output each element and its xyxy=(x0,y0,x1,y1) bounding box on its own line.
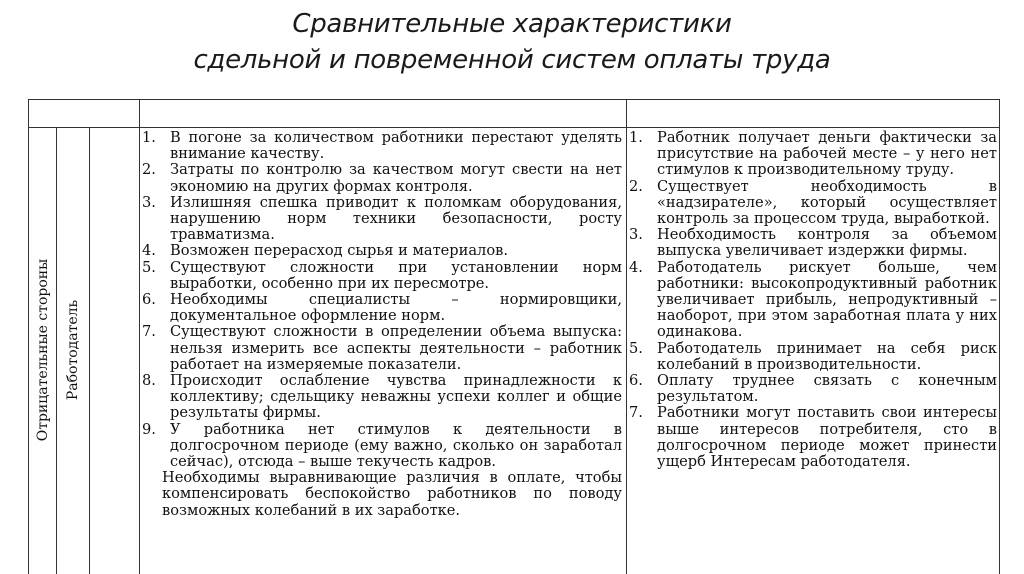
row-label-employer: Работодатель xyxy=(65,299,81,401)
piecework-item-text: Возможен перерасход сырья и материалов. xyxy=(170,242,508,260)
timebased-item xyxy=(629,179,997,228)
piecework-item-number: 1. xyxy=(142,129,156,146)
title-line-1: Сравнительные характеристики xyxy=(292,9,732,39)
timebased-item xyxy=(629,405,997,470)
timebased-item xyxy=(629,341,997,373)
page-title xyxy=(0,6,1024,78)
piecework-item-number: 3. xyxy=(142,193,156,211)
piecework-item xyxy=(142,130,622,162)
column-divider-4 xyxy=(626,100,627,574)
column-divider-1 xyxy=(56,127,57,574)
timebased-item-number: 2. xyxy=(629,177,643,195)
row-label-negative-sides: Отрицательные стороны xyxy=(35,258,51,442)
piecework-item-number: 8. xyxy=(142,372,156,390)
timebased-item-text: Работодатель рискует больше, чем работники: высокопродуктивный работник увеличивает прибыль, непродуктивный – наоборот, при этом заработная плата у них одинакова. xyxy=(657,258,997,341)
piecework-item xyxy=(142,292,622,324)
timebased-column xyxy=(629,130,997,470)
timebased-item-number: 1. xyxy=(629,129,643,146)
piecework-item xyxy=(142,373,622,422)
piecework-column xyxy=(142,130,622,519)
timebased-item-text: Оплату труднее связать с конечным результатом. xyxy=(657,372,997,406)
timebased-item-text: Работник получает деньги фактически за присутствие на рабочей месте – у него нет стимулов к производительному труду. xyxy=(657,129,997,179)
comparison-table xyxy=(28,99,1000,574)
timebased-item-text: Необходимость контроля за объемом выпуска увеличивает издержки фирмы. xyxy=(657,226,997,260)
piecework-item-number: 7. xyxy=(142,323,156,341)
piecework-item-text: Существуют сложности при установлении норм выработки, особенно при их пересмотре. xyxy=(170,258,622,292)
piecework-item xyxy=(142,162,622,194)
piecework-item-text: У работника нет стимулов к деятельности в долгосрочном периоде (ему важно, сколько он заработал сейчас), отсюда – выше текучесть кадров. xyxy=(170,420,622,471)
header-divider xyxy=(29,127,999,128)
piecework-item-text: Происходит ослабление чувства принадлежности к коллективу; сдельщику неважны успехи коллег и общие результаты фирмы. xyxy=(170,372,622,422)
timebased-item xyxy=(629,373,997,405)
column-divider-3 xyxy=(139,100,140,574)
piecework-note: Необходимы выравнивающие различия в оплате, чтобы компенсировать беспокойство работников по поводу возможных колебаний в их заработке. xyxy=(162,469,622,519)
column-divider-2 xyxy=(89,127,90,574)
timebased-item-text: Работодатель принимает на себя риск колебаний в производительности. xyxy=(657,339,997,373)
timebased-item xyxy=(629,260,997,341)
title-line-2: сдельной и повременной систем оплаты труда xyxy=(193,45,831,75)
timebased-item-number: 7. xyxy=(629,404,643,422)
piecework-item-number: 5. xyxy=(142,258,156,276)
piecework-item xyxy=(142,195,622,244)
piecework-item-text: Затраты по контролю за качеством могут свести на нет экономию на других формах контроля. xyxy=(170,161,622,195)
piecework-item-text: В погоне за количеством работники перестают уделять внимание качеству. xyxy=(170,129,622,163)
timebased-item xyxy=(629,130,997,179)
timebased-item-number: 5. xyxy=(629,339,643,357)
timebased-item-text: Работники могут поставить свои интересы выше интересов потребителя, сто в долгосрочном периоде может принести ущерб Интересам работодателя. xyxy=(657,404,997,471)
timebased-item-number: 6. xyxy=(629,372,643,390)
piecework-item-number: 6. xyxy=(142,291,156,309)
piecework-item xyxy=(142,422,622,471)
timebased-item-text: Существует необходимость в «надзирателе», который осуществляет контроль за процессом труда, выработкой. xyxy=(657,177,997,228)
piecework-item xyxy=(142,324,622,373)
piecework-item-number: 4. xyxy=(142,242,156,260)
piecework-item xyxy=(142,260,622,292)
piecework-item-text: Необходимы специалисты – нормировщики, документальное оформление норм. xyxy=(170,291,622,325)
piecework-item-text: Существуют сложности в определении объема выпуска: нельзя измерить все аспекты деятельности – работник работает на измеряемые показатели. xyxy=(170,323,622,373)
piecework-item-number: 2. xyxy=(142,161,156,179)
timebased-item xyxy=(629,227,997,259)
piecework-item-number: 9. xyxy=(142,420,156,438)
piecework-item xyxy=(142,243,622,259)
timebased-item-number: 4. xyxy=(629,258,643,276)
timebased-item-number: 3. xyxy=(629,226,643,244)
piecework-item-text: Излишняя спешка приводит к поломкам оборудования, нарушению норм техники безопасности, росту травматизма. xyxy=(170,193,622,244)
